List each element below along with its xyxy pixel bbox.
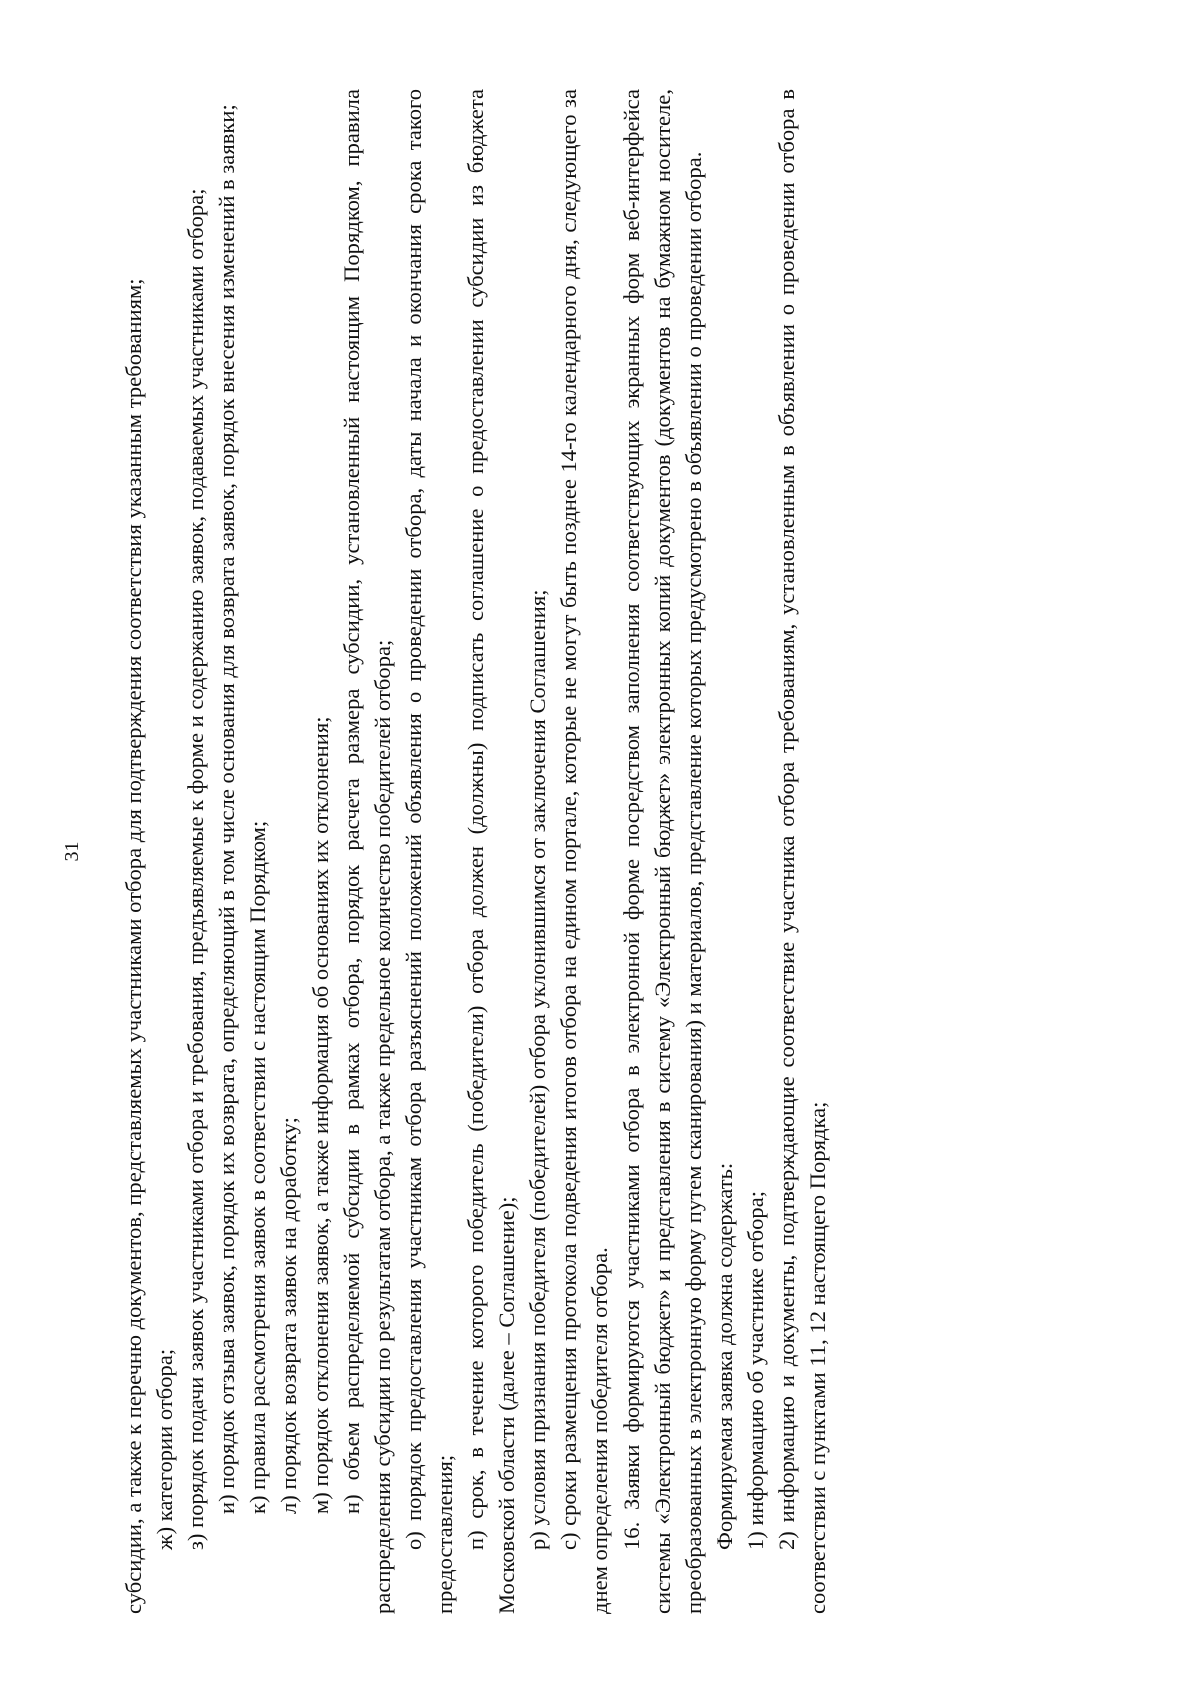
paragraph: 1) информацию об участнике отбора; (742, 1191, 768, 1550)
rotated-text-block (61, 89, 1018, 1614)
paragraph: з) порядок подачи заявок участниками отбора и требования, предъявляемые к форме и содержанию заявок, подаваемых участниками отбора; (183, 188, 209, 1550)
paragraph: Формируемая заявка должна содержать: (711, 1162, 737, 1550)
paragraph: л) порядок возврата заявок на доработку; (276, 1117, 302, 1514)
paragraph: м) порядок отклонения заявок, а также информация об основаниях их отклонения; (307, 716, 333, 1514)
paragraph: с) сроки размещения протокола подведения итогов отбора на едином портале, которые не могут быть позднее 14-го календарного дня, следующего за днем определения победителя отбора. (556, 89, 613, 1614)
paragraph: н) объем распределяемой субсидии в рамках отбора, порядок расчета размера субсидии, установленный настоящим Порядком, правила распределения субсидии по результатам отбора, а также предельное количество победителей отбора; (338, 89, 395, 1614)
paragraph: п) срок, в течение которого победитель (победители) отбора должен (должны) подписать соглашение о предоставлении субсидии из бюджета Московской области (далее – Соглашение); (463, 89, 520, 1614)
paragraph: субсидии, а также к перечню документов, представляемых участниками отбора для подтверждения соответствия указанным требованиям; (121, 278, 146, 1614)
paragraph: и) порядок отзыва заявок, порядок их возврата, определяющий в том числе основания для возврата заявок, порядок внесения изменений в заявки; (214, 104, 240, 1514)
paragraph: 16. Заявки формируются участниками отбора в электронной форме посредством заполнения соответствующих экранных форм веб-интерфейса системы «Электронный бюджет» и представления в систему «Электронный бюджет» электронных копий документов (документов на бумажном носителе, преобразованных в электронную форму путем сканирования) и материалов, представление которых предусмотрено в объявлении о проведении отбора. (618, 89, 706, 1614)
paragraph: к) правила рассмотрения заявок в соответствии с настоящим Порядком; (245, 820, 271, 1514)
paragraph: 2) информацию и документы, подтверждающие соответствие участника отбора требованиям, установленным в объявлении о проведении отбора в соответствии с пунктами 11, 12 настоящего Порядка; (773, 89, 831, 1614)
paragraph: ж) категории отбора; (152, 1348, 178, 1550)
page-number: 31 (61, 841, 83, 862)
paragraph: о) порядок предоставления участникам отбора разъяснений положений объявления о проведении отбора, даты начала и окончания срока такого предоставления; (400, 89, 457, 1614)
paragraph: р) условия признания победителя (победителей) отбора уклонившимся от заключения Соглашения; (525, 589, 551, 1550)
